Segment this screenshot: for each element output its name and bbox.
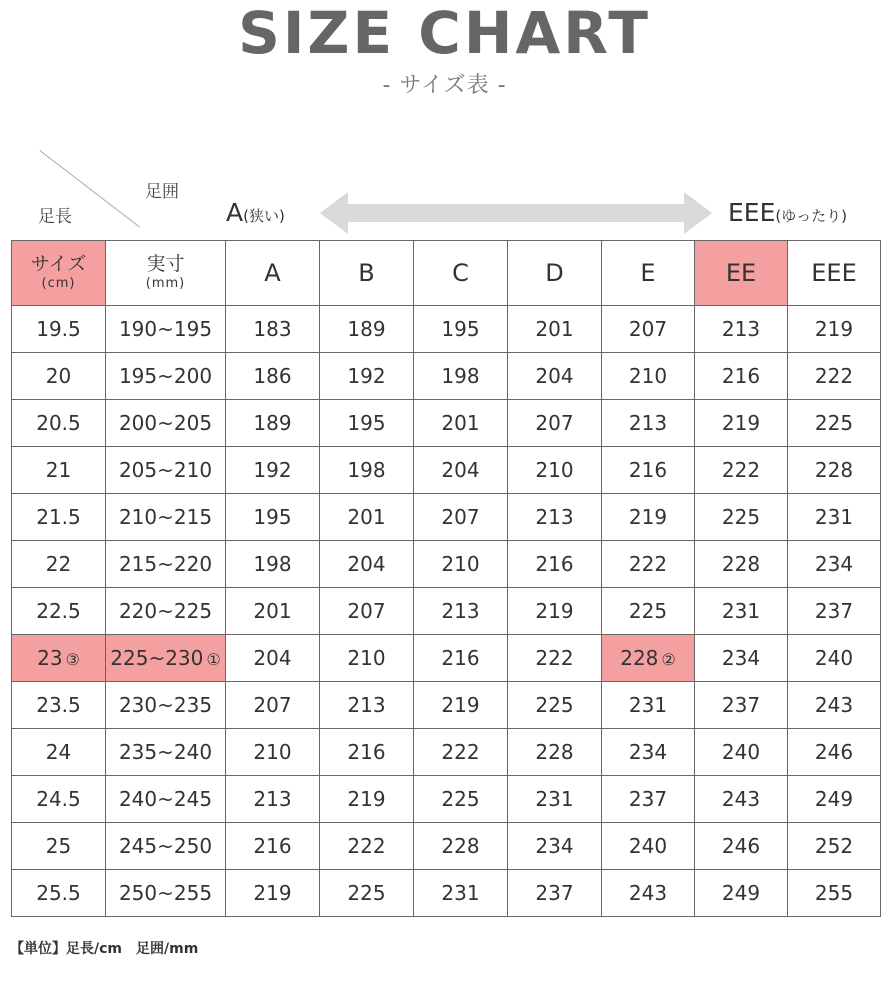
cell-value: 207 <box>535 411 574 435</box>
cell-value: 215~220 <box>118 552 213 576</box>
cell-value: 225 <box>721 505 761 529</box>
cell-value: 213 <box>721 317 761 341</box>
table-cell <box>602 823 695 870</box>
table-cell <box>106 541 226 588</box>
table-cell <box>695 729 788 776</box>
cell-value: 207 <box>441 505 480 529</box>
narrow-width-note: (狭い) <box>243 207 285 225</box>
table-cell <box>508 494 602 541</box>
table-cell <box>12 823 106 870</box>
cell-value: 210 <box>347 646 386 670</box>
table-cell <box>226 447 320 494</box>
column-header: B <box>320 241 414 306</box>
cell-value: 219 <box>441 693 480 717</box>
cell-value: 246 <box>721 834 761 858</box>
column-header <box>106 241 226 306</box>
cell-value: 210 <box>535 458 574 482</box>
table-cell <box>508 447 602 494</box>
cell-value: 246 <box>814 740 854 764</box>
cell-value: 201 <box>441 411 480 435</box>
cell-value: 207 <box>253 693 292 717</box>
double-arrow-icon <box>320 191 712 235</box>
cell-value: 250~255 <box>118 881 213 905</box>
cell-value: 240 <box>814 646 854 670</box>
cell-value: 201 <box>253 599 292 623</box>
table-cell <box>508 823 602 870</box>
table-cell <box>414 306 508 353</box>
table-cell <box>788 588 881 635</box>
table-cell <box>12 447 106 494</box>
table-cell <box>414 776 508 823</box>
table-cell <box>106 729 226 776</box>
table-header-row <box>12 241 881 306</box>
table-cell <box>602 870 695 917</box>
cell-value: 228 <box>441 834 480 858</box>
table-row <box>12 306 881 353</box>
narrow-width-label <box>226 198 285 227</box>
table-cell <box>106 494 226 541</box>
table-row <box>12 682 881 729</box>
table-row <box>12 400 881 447</box>
table-cell <box>788 353 881 400</box>
cell-value: 198 <box>253 552 292 576</box>
cell-value: 219 <box>628 505 668 529</box>
cell-value: 24 <box>45 740 72 764</box>
table-cell <box>788 541 881 588</box>
column-header-unit: (cm) <box>41 276 76 291</box>
table-cell <box>788 494 881 541</box>
table-cell <box>414 682 508 729</box>
column-header: E <box>602 241 695 306</box>
table-cell <box>788 729 881 776</box>
table-cell <box>414 635 508 682</box>
cell-value: 216 <box>441 646 480 670</box>
table-cell <box>106 823 226 870</box>
table-row <box>12 494 881 541</box>
table-cell <box>12 729 106 776</box>
cell-value: 252 <box>814 834 854 858</box>
table-row <box>12 870 881 917</box>
cell-value: 195 <box>347 411 386 435</box>
cell-value: 249 <box>721 881 761 905</box>
cell-value: 210~215 <box>118 505 213 529</box>
cell-value: 213 <box>441 599 480 623</box>
table-cell <box>695 353 788 400</box>
table-row <box>12 447 881 494</box>
cell-value: 237 <box>628 787 668 811</box>
cell-value: 222 <box>535 646 574 670</box>
table-cell <box>508 635 602 682</box>
size-table <box>11 240 881 917</box>
cell-value: 216 <box>628 458 668 482</box>
cell-value: 198 <box>347 458 386 482</box>
cell-value: 204 <box>253 646 292 670</box>
double-arrow-shape <box>320 192 712 234</box>
table-cell <box>695 635 788 682</box>
table-row <box>12 729 881 776</box>
table-cell <box>788 823 881 870</box>
cell-value: 192 <box>347 364 386 388</box>
cell-value: 216 <box>535 552 574 576</box>
wide-width-note: (ゆったり) <box>775 207 847 225</box>
cell-value: 216 <box>253 834 292 858</box>
cell-value: 228 <box>535 740 574 764</box>
cell-value: 225 <box>814 411 854 435</box>
page-subtitle: - サイズ表 - <box>382 73 507 98</box>
cell-value: 237 <box>721 693 761 717</box>
cell-value: 213 <box>535 505 574 529</box>
foot-length-label: 足長 <box>38 207 72 227</box>
column-header-label: 実寸 <box>146 253 185 275</box>
cell-value: 228 <box>814 458 854 482</box>
table-cell <box>226 306 320 353</box>
cell-value: 234 <box>628 740 668 764</box>
table-cell <box>602 729 695 776</box>
cell-value: 230~235 <box>118 693 213 717</box>
table-cell <box>508 588 602 635</box>
cell-value: 198 <box>441 364 480 388</box>
cell-value: 22 <box>45 552 72 576</box>
table-cell <box>106 776 226 823</box>
cell-value: 243 <box>721 787 761 811</box>
cell-value: 245~250 <box>118 834 213 858</box>
cell-value: 219 <box>721 411 761 435</box>
table-cell <box>695 823 788 870</box>
table-cell <box>106 353 226 400</box>
table-cell <box>226 541 320 588</box>
cell-value: 195~200 <box>118 364 213 388</box>
table-cell <box>320 588 414 635</box>
column-header: EEE <box>788 241 881 306</box>
cell-value: 24.5 <box>36 787 81 811</box>
table-cell <box>788 682 881 729</box>
page-title: SIZE CHART <box>238 0 651 67</box>
cell-value: 190~195 <box>118 317 213 341</box>
table-cell <box>602 447 695 494</box>
cell-value: 235~240 <box>118 740 213 764</box>
cell-value: 231 <box>814 505 854 529</box>
cell-value: 216 <box>347 740 386 764</box>
table-cell <box>106 306 226 353</box>
table-cell <box>12 870 106 917</box>
cell-value: 207 <box>628 317 668 341</box>
table-cell <box>695 447 788 494</box>
cell-value: 20 <box>45 364 72 388</box>
cell-value: 200~205 <box>118 411 213 435</box>
table-cell <box>414 447 508 494</box>
cell-value: 243 <box>628 881 668 905</box>
cell-value: 20.5 <box>36 411 81 435</box>
table-cell <box>320 447 414 494</box>
column-header <box>12 241 106 306</box>
table-cell <box>320 776 414 823</box>
table-cell <box>320 541 414 588</box>
cell-value: 205~210 <box>118 458 213 482</box>
table-cell <box>12 306 106 353</box>
cell-value: 195 <box>253 505 292 529</box>
column-header: C <box>414 241 508 306</box>
cell-value: 231 <box>721 599 761 623</box>
table-cell <box>12 588 106 635</box>
cell-value: 213 <box>253 787 292 811</box>
cell-value: 192 <box>253 458 292 482</box>
table-cell <box>602 353 695 400</box>
cell-value: 243 <box>814 693 854 717</box>
foot-girth-label: 足囲 <box>145 182 179 202</box>
cell-value: 240~245 <box>118 787 213 811</box>
table-cell <box>414 588 508 635</box>
table-cell <box>106 588 226 635</box>
table-cell <box>602 400 695 447</box>
table-cell <box>788 870 881 917</box>
cell-value: 25 <box>45 834 72 858</box>
cell-value: 234 <box>814 552 854 576</box>
cell-value: 222 <box>814 364 854 388</box>
table-cell <box>320 823 414 870</box>
table-cell <box>788 447 881 494</box>
table-cell <box>695 870 788 917</box>
table-cell <box>320 353 414 400</box>
table-row <box>12 588 881 635</box>
column-header-label: サイズ <box>30 253 87 275</box>
table-cell <box>414 353 508 400</box>
cell-value: 225 <box>628 599 668 623</box>
table-cell <box>320 870 414 917</box>
cell-value: 237 <box>814 599 854 623</box>
cell-value: 237 <box>535 881 574 905</box>
cell-value: 189 <box>253 411 292 435</box>
cell-value: 219 <box>347 787 386 811</box>
cell-value: 19.5 <box>36 317 81 341</box>
cell-value: 222 <box>628 552 668 576</box>
table-cell <box>226 682 320 729</box>
column-header: A <box>226 241 320 306</box>
cell-value: 240 <box>628 834 668 858</box>
table-cell <box>695 776 788 823</box>
cell-value: 225 <box>347 881 386 905</box>
cell-value: 207 <box>347 599 386 623</box>
table-cell <box>602 306 695 353</box>
table-cell <box>106 447 226 494</box>
table-cell <box>106 870 226 917</box>
table-cell <box>226 729 320 776</box>
wide-width-label <box>728 198 847 227</box>
cell-value: 231 <box>628 693 668 717</box>
table-cell <box>320 635 414 682</box>
table-cell <box>414 541 508 588</box>
table-cell <box>12 541 106 588</box>
cell-value: 210 <box>253 740 292 764</box>
cell-value: 234 <box>535 834 574 858</box>
cell-value: 23.5 <box>36 693 81 717</box>
cell-value: 204 <box>347 552 386 576</box>
table-cell <box>695 400 788 447</box>
cell-value: 21.5 <box>36 505 81 529</box>
table-cell <box>508 729 602 776</box>
cell-value: 222 <box>441 740 480 764</box>
table-cell <box>12 353 106 400</box>
cell-value: 195 <box>441 317 480 341</box>
table-cell <box>226 635 320 682</box>
table-cell <box>12 682 106 729</box>
cell-value: 219 <box>535 599 574 623</box>
cell-value: 25.5 <box>36 881 81 905</box>
table-cell <box>320 494 414 541</box>
table-cell <box>695 682 788 729</box>
cell-value: 231 <box>441 881 480 905</box>
cell-value: 225 <box>535 693 574 717</box>
table-row <box>12 541 881 588</box>
cell-value: 222 <box>347 834 386 858</box>
cell-value: 189 <box>347 317 386 341</box>
cell-value: 255 <box>814 881 854 905</box>
table-cell <box>788 635 881 682</box>
cell-value: 201 <box>347 505 386 529</box>
table-cell <box>12 635 106 682</box>
cell-value: 201 <box>535 317 574 341</box>
wide-width-letter: EEE <box>728 198 776 227</box>
table-cell <box>12 776 106 823</box>
table-cell <box>226 823 320 870</box>
narrow-width-letter: A <box>226 198 244 227</box>
column-header-unit: (mm) <box>145 276 186 291</box>
table-cell <box>106 635 226 682</box>
cell-value: 219 <box>253 881 292 905</box>
table-cell <box>695 588 788 635</box>
cell-value: 222 <box>721 458 761 482</box>
table-cell <box>508 541 602 588</box>
table-cell <box>106 682 226 729</box>
cell-value: 183 <box>253 317 292 341</box>
table-cell <box>602 635 695 682</box>
cell-value: 249 <box>814 787 854 811</box>
table-cell <box>695 306 788 353</box>
table-cell <box>788 400 881 447</box>
cell-value: 228 <box>721 552 761 576</box>
cell-value: 204 <box>441 458 480 482</box>
table-cell <box>12 494 106 541</box>
cell-marker: ① <box>206 650 221 669</box>
table-cell <box>602 541 695 588</box>
table-row <box>12 353 881 400</box>
unit-note: 【単位】足長/cm 足囲/mm <box>10 941 199 957</box>
table-cell <box>602 776 695 823</box>
table-cell <box>695 494 788 541</box>
table-cell <box>414 400 508 447</box>
table-cell <box>414 823 508 870</box>
cell-value: 219 <box>814 317 854 341</box>
cell-value: 216 <box>721 364 761 388</box>
table-cell <box>226 400 320 447</box>
table-cell <box>695 541 788 588</box>
table-cell <box>414 494 508 541</box>
table-cell <box>12 400 106 447</box>
cell-value: 240 <box>721 740 761 764</box>
table-cell <box>508 353 602 400</box>
table-cell <box>788 776 881 823</box>
table-cell <box>508 400 602 447</box>
cell-value: 210 <box>441 552 480 576</box>
cell-value: 22.5 <box>36 599 81 623</box>
cell-value: 225 <box>441 787 480 811</box>
cell-value: 186 <box>253 364 292 388</box>
column-header: EE <box>695 241 788 306</box>
cell-value: 21 <box>45 458 72 482</box>
table-cell <box>320 682 414 729</box>
cell-value: 228 <box>620 646 659 670</box>
table-cell <box>414 870 508 917</box>
table-cell <box>226 870 320 917</box>
table-cell <box>320 729 414 776</box>
cell-marker: ② <box>661 650 676 669</box>
table-cell <box>508 306 602 353</box>
cell-value: 23 <box>37 646 63 670</box>
cell-value: 225~230 <box>110 646 204 670</box>
column-header: D <box>508 241 602 306</box>
table-cell <box>226 776 320 823</box>
table-cell <box>602 682 695 729</box>
cell-value: 213 <box>347 693 386 717</box>
table-cell <box>414 729 508 776</box>
cell-value: 204 <box>535 364 574 388</box>
table-cell <box>602 494 695 541</box>
table-cell <box>226 353 320 400</box>
table-cell <box>602 588 695 635</box>
table-cell <box>320 400 414 447</box>
table-cell <box>508 870 602 917</box>
table-cell <box>508 776 602 823</box>
table-row <box>12 635 881 682</box>
cell-value: 220~225 <box>118 599 213 623</box>
cell-value: 231 <box>535 787 574 811</box>
cell-marker: ③ <box>65 650 80 669</box>
cell-value: 234 <box>721 646 761 670</box>
cell-value: 210 <box>628 364 668 388</box>
cell-value: 213 <box>628 411 668 435</box>
table-cell <box>320 306 414 353</box>
table-cell <box>508 682 602 729</box>
table-cell <box>788 306 881 353</box>
table-cell <box>226 494 320 541</box>
table-cell <box>106 400 226 447</box>
table-row <box>12 823 881 870</box>
table-cell <box>226 588 320 635</box>
table-row <box>12 776 881 823</box>
